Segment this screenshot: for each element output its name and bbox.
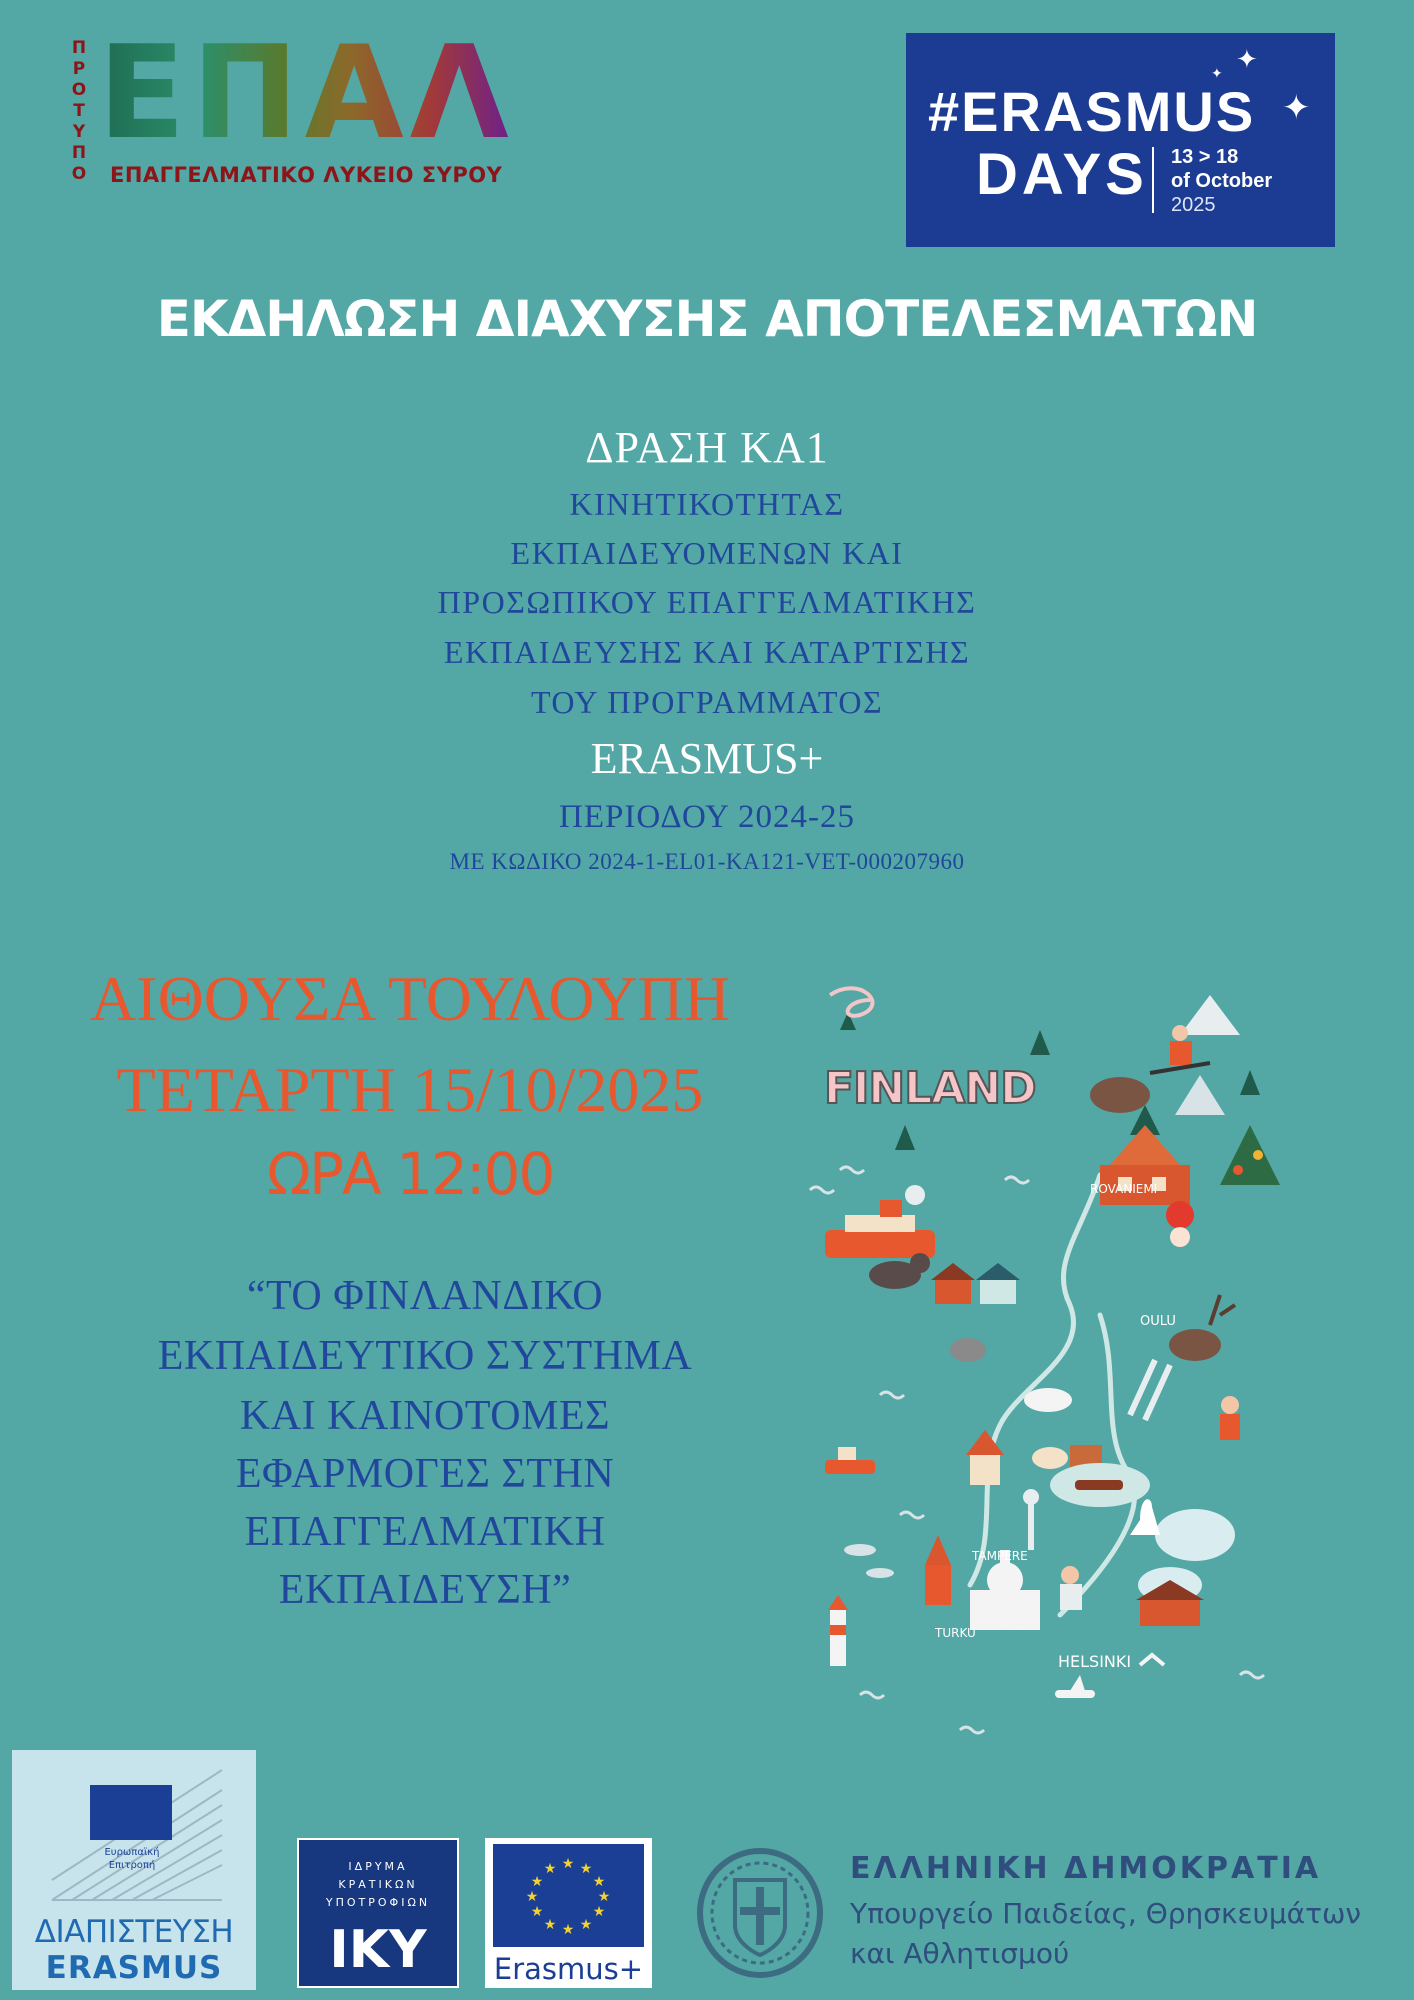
santa-icon	[1166, 1201, 1194, 1229]
finland-label: FINLAND	[824, 1063, 1036, 1114]
prototypo-letter: Τ	[73, 101, 85, 121]
seagull-icon	[1140, 1655, 1164, 1665]
erasmus-days-month: of October	[1171, 170, 1273, 192]
city-label-helsinki: HELSINKI	[1058, 1652, 1132, 1671]
eu-stars-icon	[493, 1844, 644, 1947]
sparkle-icon: ✦	[1211, 66, 1223, 82]
iky-acronym: ΙΚΥ	[329, 1920, 427, 1980]
svg-text:★: ★	[543, 1917, 557, 1933]
prototypo-letter: Π	[71, 38, 87, 58]
action-name: ΔΡΑΣΗ ΚΑ1	[585, 423, 829, 472]
sparkle-icon: ✦	[1282, 88, 1311, 128]
greek-ministry-logo	[690, 1845, 1410, 1980]
erasmus-days-logo	[906, 33, 1335, 247]
lighthouse-icon	[828, 1595, 848, 1666]
greek-coat-of-arms-icon	[690, 1845, 830, 1980]
bread-icon	[1032, 1447, 1068, 1469]
topic-line: “ΤΟ ΦΙΝΛΑΝΔΙΚΟ	[246, 1273, 604, 1319]
ministry-name: Υπουργείο Παιδείας, Θρησκευμάτων	[850, 1897, 1362, 1930]
fisher-boat-icon	[1075, 1480, 1123, 1490]
caption-line: Επιτροπή	[108, 1860, 156, 1871]
iky-logo	[297, 1838, 459, 1988]
ship-icon	[825, 1200, 935, 1258]
event-date: ΤΕΤΑΡΤΗ 15/10/2025	[116, 1054, 704, 1125]
svg-text:★: ★	[530, 1874, 544, 1890]
action-line: ΠΡΟΣΩΠΙΚΟΥ ΕΠΑΓΓΕΛΜΑΤΙΚΗΣ	[437, 584, 977, 620]
caption-line: Ευρωπαϊκή	[104, 1847, 160, 1858]
erasmus-days-date-range: 13 > 18	[1171, 146, 1239, 168]
project-code: ΜΕ ΚΩΔΙΚΟ 2024-1-EL01-KA121-VET-000207960	[449, 849, 965, 874]
school-logo	[68, 19, 588, 195]
action-line: ΕΚΠΑΙΔΕΥΟΜΕΝΩΝ ΚΑΙ	[510, 535, 904, 571]
school-name: ΕΠΑΓΓΕΛΜΑΤΙΚΟ ΛΥΚΕΙΟ ΣΥΡΟΥ	[110, 163, 503, 187]
seal-icon	[950, 1338, 986, 1362]
bear-icon	[1090, 1077, 1150, 1113]
erasmus-days-days: DAYS	[976, 142, 1148, 207]
topic-line: ΕΠΑΓΓΕΛΜΑΤΙΚΗ	[244, 1509, 606, 1555]
svg-text:★: ★	[592, 1904, 606, 1920]
husky-icon	[869, 1253, 930, 1289]
project-period: ΠΕΡΙΟΔΟΥ 2024-25	[558, 799, 855, 835]
iky-line: ΥΠΟΤΡΟΦΙΩΝ	[325, 1896, 431, 1909]
city-label-oulu: OULU	[1140, 1314, 1176, 1329]
prototypo-letter: Π	[71, 143, 87, 163]
action-line: ΕΚΠΑΙΔΕΥΣΗΣ ΚΑΙ ΚΑΤΑΡΤΙΣΗΣ	[443, 634, 971, 670]
divider	[1152, 147, 1154, 213]
fish-icon	[866, 1568, 894, 1578]
wind-icon	[830, 988, 872, 1016]
svg-text:★: ★	[530, 1904, 544, 1920]
erasmus-days-year: 2025	[1171, 194, 1216, 216]
action-line: ΤΟΥ ΠΡΟΓΡΑΜΜΑΤΟΣ	[530, 684, 884, 720]
tower-icon	[1028, 1500, 1034, 1550]
topic-line: ΚΑΙ ΚΑΙΝΟΤΟΜΕΣ	[239, 1393, 611, 1439]
church-icon	[925, 1535, 951, 1605]
svg-text:★: ★	[561, 1856, 575, 1872]
city-label-tampere: TAMPERE	[972, 1549, 1028, 1563]
mountain-icon	[1180, 995, 1240, 1035]
topic-line: ΕΦΑΡΜΟΓΕΣ ΣΤΗΝ	[235, 1451, 615, 1497]
sparkle-icon: ✦	[1236, 45, 1258, 75]
svg-text:★: ★	[525, 1889, 539, 1905]
lake-icon	[1155, 1509, 1235, 1561]
prototypo-letter: Ο	[71, 164, 87, 184]
action-line: ΚΙΝΗΤΙΚΟΤΗΤΑΣ	[569, 486, 845, 522]
house-icon	[976, 1263, 1020, 1304]
svg-text:★: ★	[579, 1917, 593, 1933]
boat-icon	[825, 1447, 875, 1474]
eu-flag-icon	[90, 1785, 172, 1840]
house-icon	[931, 1263, 975, 1304]
ministry-name-cont: και Αθλητισμού	[850, 1937, 1070, 1970]
christmas-tree-icon	[1220, 1125, 1280, 1185]
svg-text:★: ★	[592, 1874, 606, 1890]
accreditation-programme: ERASMUS	[45, 1950, 223, 1986]
rabbit-icon	[1024, 1388, 1072, 1412]
mountain-icon	[1175, 1075, 1225, 1115]
erasmus-plus-wordmark: Erasmus+	[493, 1952, 644, 1986]
svg-text:★: ★	[579, 1861, 593, 1877]
prototypo-vertical-label	[68, 38, 90, 185]
iky-line: ΙΔΡΥΜΑ	[348, 1860, 408, 1873]
svg-text:★: ★	[597, 1889, 611, 1905]
airplane-icon	[1055, 1675, 1095, 1698]
iky-line: ΚΡΑΤΙΚΩΝ	[338, 1878, 418, 1891]
city-label-rovaniemi: ROVANIEMI	[1090, 1182, 1158, 1196]
ministry-country: ΕΛΛΗΝΙΚΗ ΔΗΜΟΚΡΑΤΙΑ	[850, 1851, 1322, 1886]
topic-line: ΕΚΠΑΙΔΕΥΤΙΚΟ ΣΥΣΤΗΜΑ	[157, 1333, 693, 1379]
event-time: ΩΡΑ 12:00	[266, 1140, 554, 1208]
page-title: ΕΚΔΗΛΩΣΗ ΔΙΑΧΥΣΗΣ ΑΠΟΤΕΛΕΣΜΑΤΩΝ	[156, 290, 1258, 348]
school-acronym: ΕΠΑΛ	[98, 19, 515, 168]
hiker-icon	[1220, 1396, 1240, 1440]
eu-flag-icon	[493, 1844, 644, 1947]
city-label-turku: TURKU	[935, 1626, 976, 1640]
prototypo-letter: Ο	[71, 80, 87, 100]
accreditation-label: ΔΙΑΠΙΣΤΕΥΣΗ	[34, 1914, 234, 1950]
prototypo-letter: Ρ	[72, 59, 86, 79]
eu-commission-caption	[82, 1846, 182, 1872]
prototypo-letter: Υ	[72, 122, 86, 142]
svg-text:★: ★	[543, 1861, 557, 1877]
finland-illustrated-map	[800, 975, 1290, 1735]
svg-text:★: ★	[561, 1922, 575, 1938]
erasmus-days-hashtag: #ERASMUS	[928, 80, 1256, 143]
programme-name: ERASMUS+	[590, 734, 824, 783]
cloud-icon	[905, 1185, 925, 1205]
european-commission-accreditation-logo	[12, 1750, 256, 1990]
event-venue: ΑΙΘΟΥΣΑ ΤΟΥΛΟΥΠΗ	[90, 963, 730, 1034]
erasmus-plus-logo	[485, 1838, 652, 1988]
topic-line: ΕΚΠΑΙΔΕΥΣΗ”	[278, 1567, 572, 1613]
fish-icon	[844, 1544, 876, 1556]
